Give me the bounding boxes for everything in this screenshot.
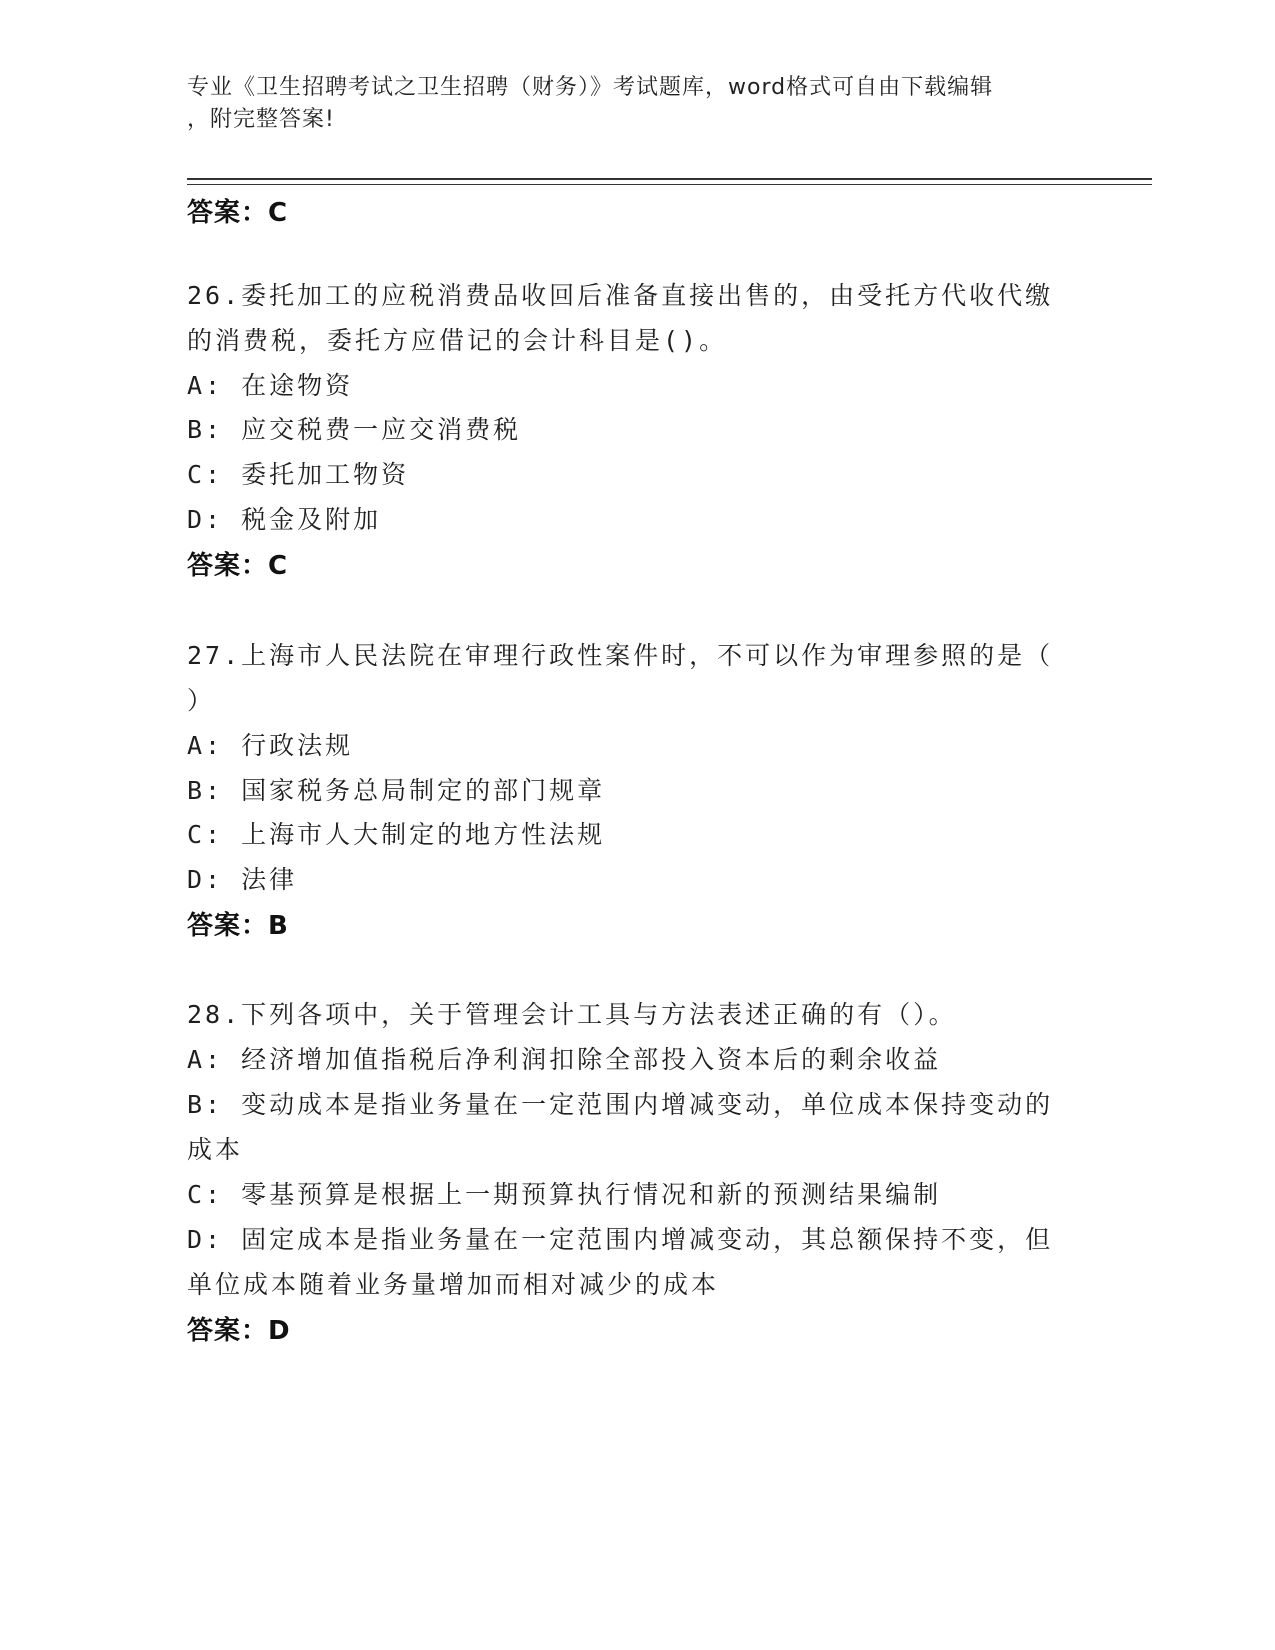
question-27-stem: 27.上海市人民法院在审理行政性案件时，不可以作为审理参照的是（	[187, 641, 1054, 670]
question-26-option-c: C: 委托加工物资	[187, 460, 410, 489]
header-line-1: 专业《卫生招聘考试之卫生招聘（财务）》考试题库，word格式可自由下载编辑	[187, 75, 994, 100]
answer-line: 答案：C	[187, 198, 289, 228]
question-27-answer: 答案：B	[187, 911, 289, 941]
question-27-option-a: A: 行政法规	[187, 731, 354, 760]
question-28-option-a: A: 经济增加值指税后净利润扣除全部投入资本后的剩余收益	[187, 1045, 942, 1074]
header-line-2: ，附完整答案!	[187, 107, 335, 132]
question-27-stem: ）	[187, 686, 216, 715]
question-28-option-b-cont: 成本	[187, 1135, 244, 1164]
question-27-option-d: D: 法律	[187, 865, 298, 894]
question-26-stem: 的消费税，委托方应借记的会计科目是()。	[187, 326, 728, 355]
question-28-option-c: C: 零基预算是根据上一期预算执行情况和新的预测结果编制	[187, 1180, 942, 1209]
question-26-stem: 26.委托加工的应税消费品收回后准备直接出售的，由受托方代收代缴	[187, 281, 1054, 310]
header-rule-thick	[187, 178, 1152, 180]
question-28-option-d-cont: 单位成本随着业务量增加而相对减少的成本	[187, 1270, 720, 1299]
question-28-option-d: D: 固定成本是指业务量在一定范围内增减变动，其总额保持不变，但	[187, 1225, 1054, 1254]
question-27-option-c: C: 上海市人大制定的地方性法规	[187, 820, 606, 849]
question-28-option-b: B: 变动成本是指业务量在一定范围内增减变动，单位成本保持变动的	[187, 1090, 1054, 1119]
question-28-stem: 28.下列各项中，关于管理会计工具与方法表述正确的有（）。	[187, 1000, 957, 1029]
question-26-option-d: D: 税金及附加	[187, 505, 382, 534]
question-26-option-a: A: 在途物资	[187, 371, 354, 400]
question-28-answer: 答案：D	[187, 1316, 291, 1346]
question-26-answer: 答案：C	[187, 551, 289, 581]
question-26-option-b: B: 应交税费一应交消费税	[187, 415, 522, 444]
question-27-option-b: B: 国家税务总局制定的部门规章	[187, 776, 606, 805]
header-rule-thin	[187, 184, 1152, 185]
document-header	[187, 72, 1067, 136]
